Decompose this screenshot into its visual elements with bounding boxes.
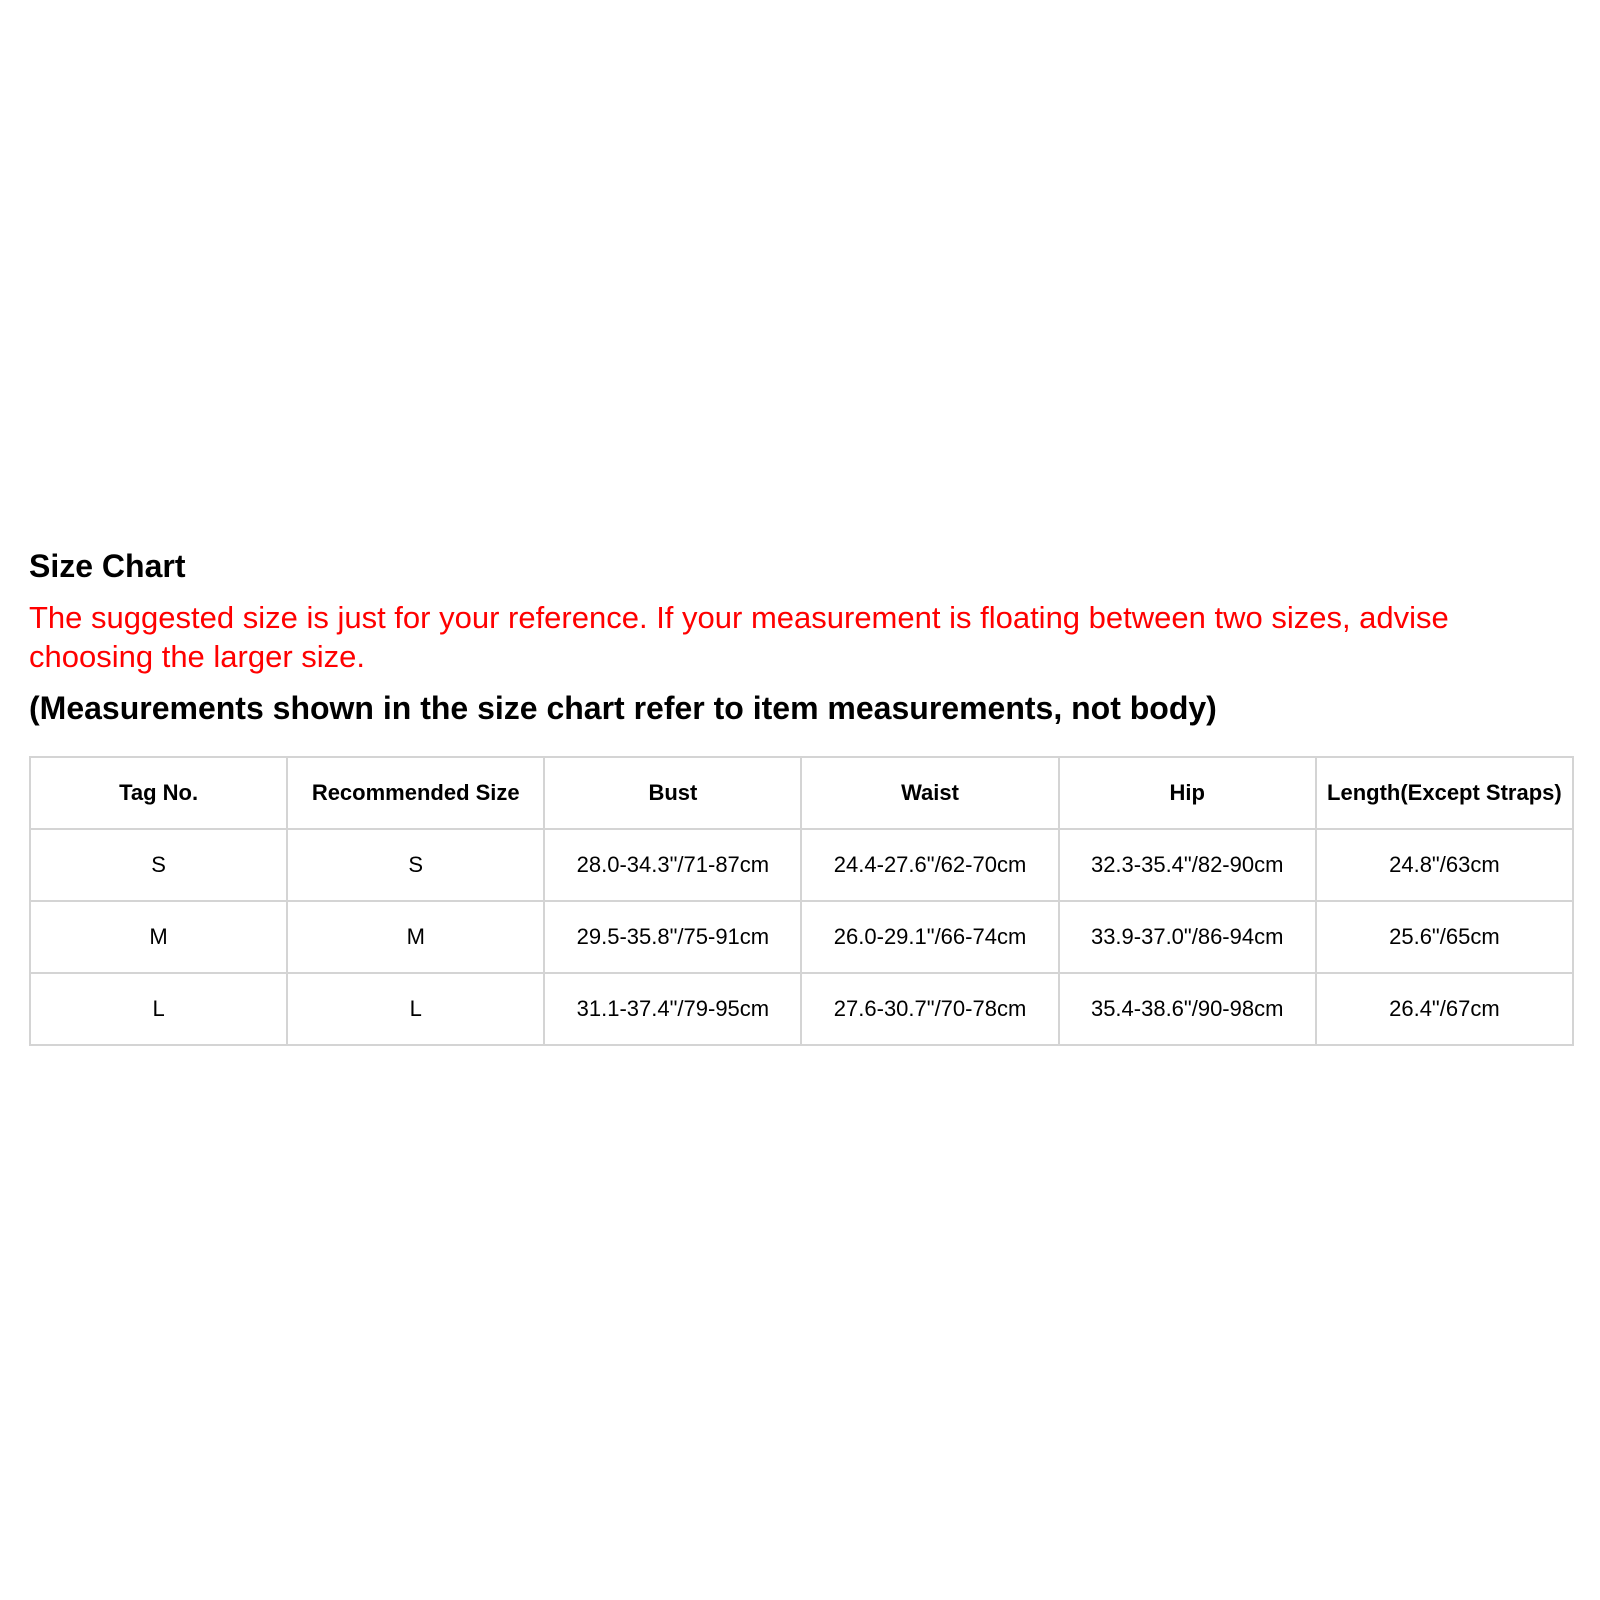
cell-recommended-size: L xyxy=(287,973,544,1045)
cell-length: 24.8"/63cm xyxy=(1316,829,1573,901)
cell-length: 26.4"/67cm xyxy=(1316,973,1573,1045)
cell-waist: 26.0-29.1"/66-74cm xyxy=(801,901,1058,973)
size-advice-notice: The suggested size is just for your reference. If your measurement is floating between two sizes, advise choosing the larger size. xyxy=(29,600,1449,674)
size-chart-section xyxy=(29,546,1574,728)
cell-recommended-size: M xyxy=(287,901,544,973)
header-hip: Hip xyxy=(1059,757,1316,829)
cell-tag-no: L xyxy=(30,973,287,1045)
header-waist: Waist xyxy=(801,757,1058,829)
cell-length: 25.6"/65cm xyxy=(1316,901,1573,973)
cell-tag-no: M xyxy=(30,901,287,973)
table-row xyxy=(30,973,1573,1045)
size-table xyxy=(29,756,1574,1046)
cell-bust: 28.0-34.3"/71-87cm xyxy=(544,829,801,901)
cell-tag-no: S xyxy=(30,829,287,901)
table-row xyxy=(30,829,1573,901)
cell-bust: 31.1-37.4"/79-95cm xyxy=(544,973,801,1045)
cell-hip: 32.3-35.4"/82-90cm xyxy=(1059,829,1316,901)
table-header-row xyxy=(30,757,1573,829)
table-row xyxy=(30,901,1573,973)
header-length: Length(Except Straps) xyxy=(1316,757,1573,829)
header-recommended-size: Recommended Size xyxy=(287,757,544,829)
header-tag-no: Tag No. xyxy=(30,757,287,829)
page-title: Size Chart xyxy=(29,548,186,584)
cell-hip: 35.4-38.6"/90-98cm xyxy=(1059,973,1316,1045)
measurement-note: (Measurements shown in the size chart refer to item measurements, not body) xyxy=(29,690,1217,726)
header-bust: Bust xyxy=(544,757,801,829)
cell-hip: 33.9-37.0"/86-94cm xyxy=(1059,901,1316,973)
cell-waist: 27.6-30.7"/70-78cm xyxy=(801,973,1058,1045)
cell-bust: 29.5-35.8"/75-91cm xyxy=(544,901,801,973)
cell-recommended-size: S xyxy=(287,829,544,901)
cell-waist: 24.4-27.6"/62-70cm xyxy=(801,829,1058,901)
